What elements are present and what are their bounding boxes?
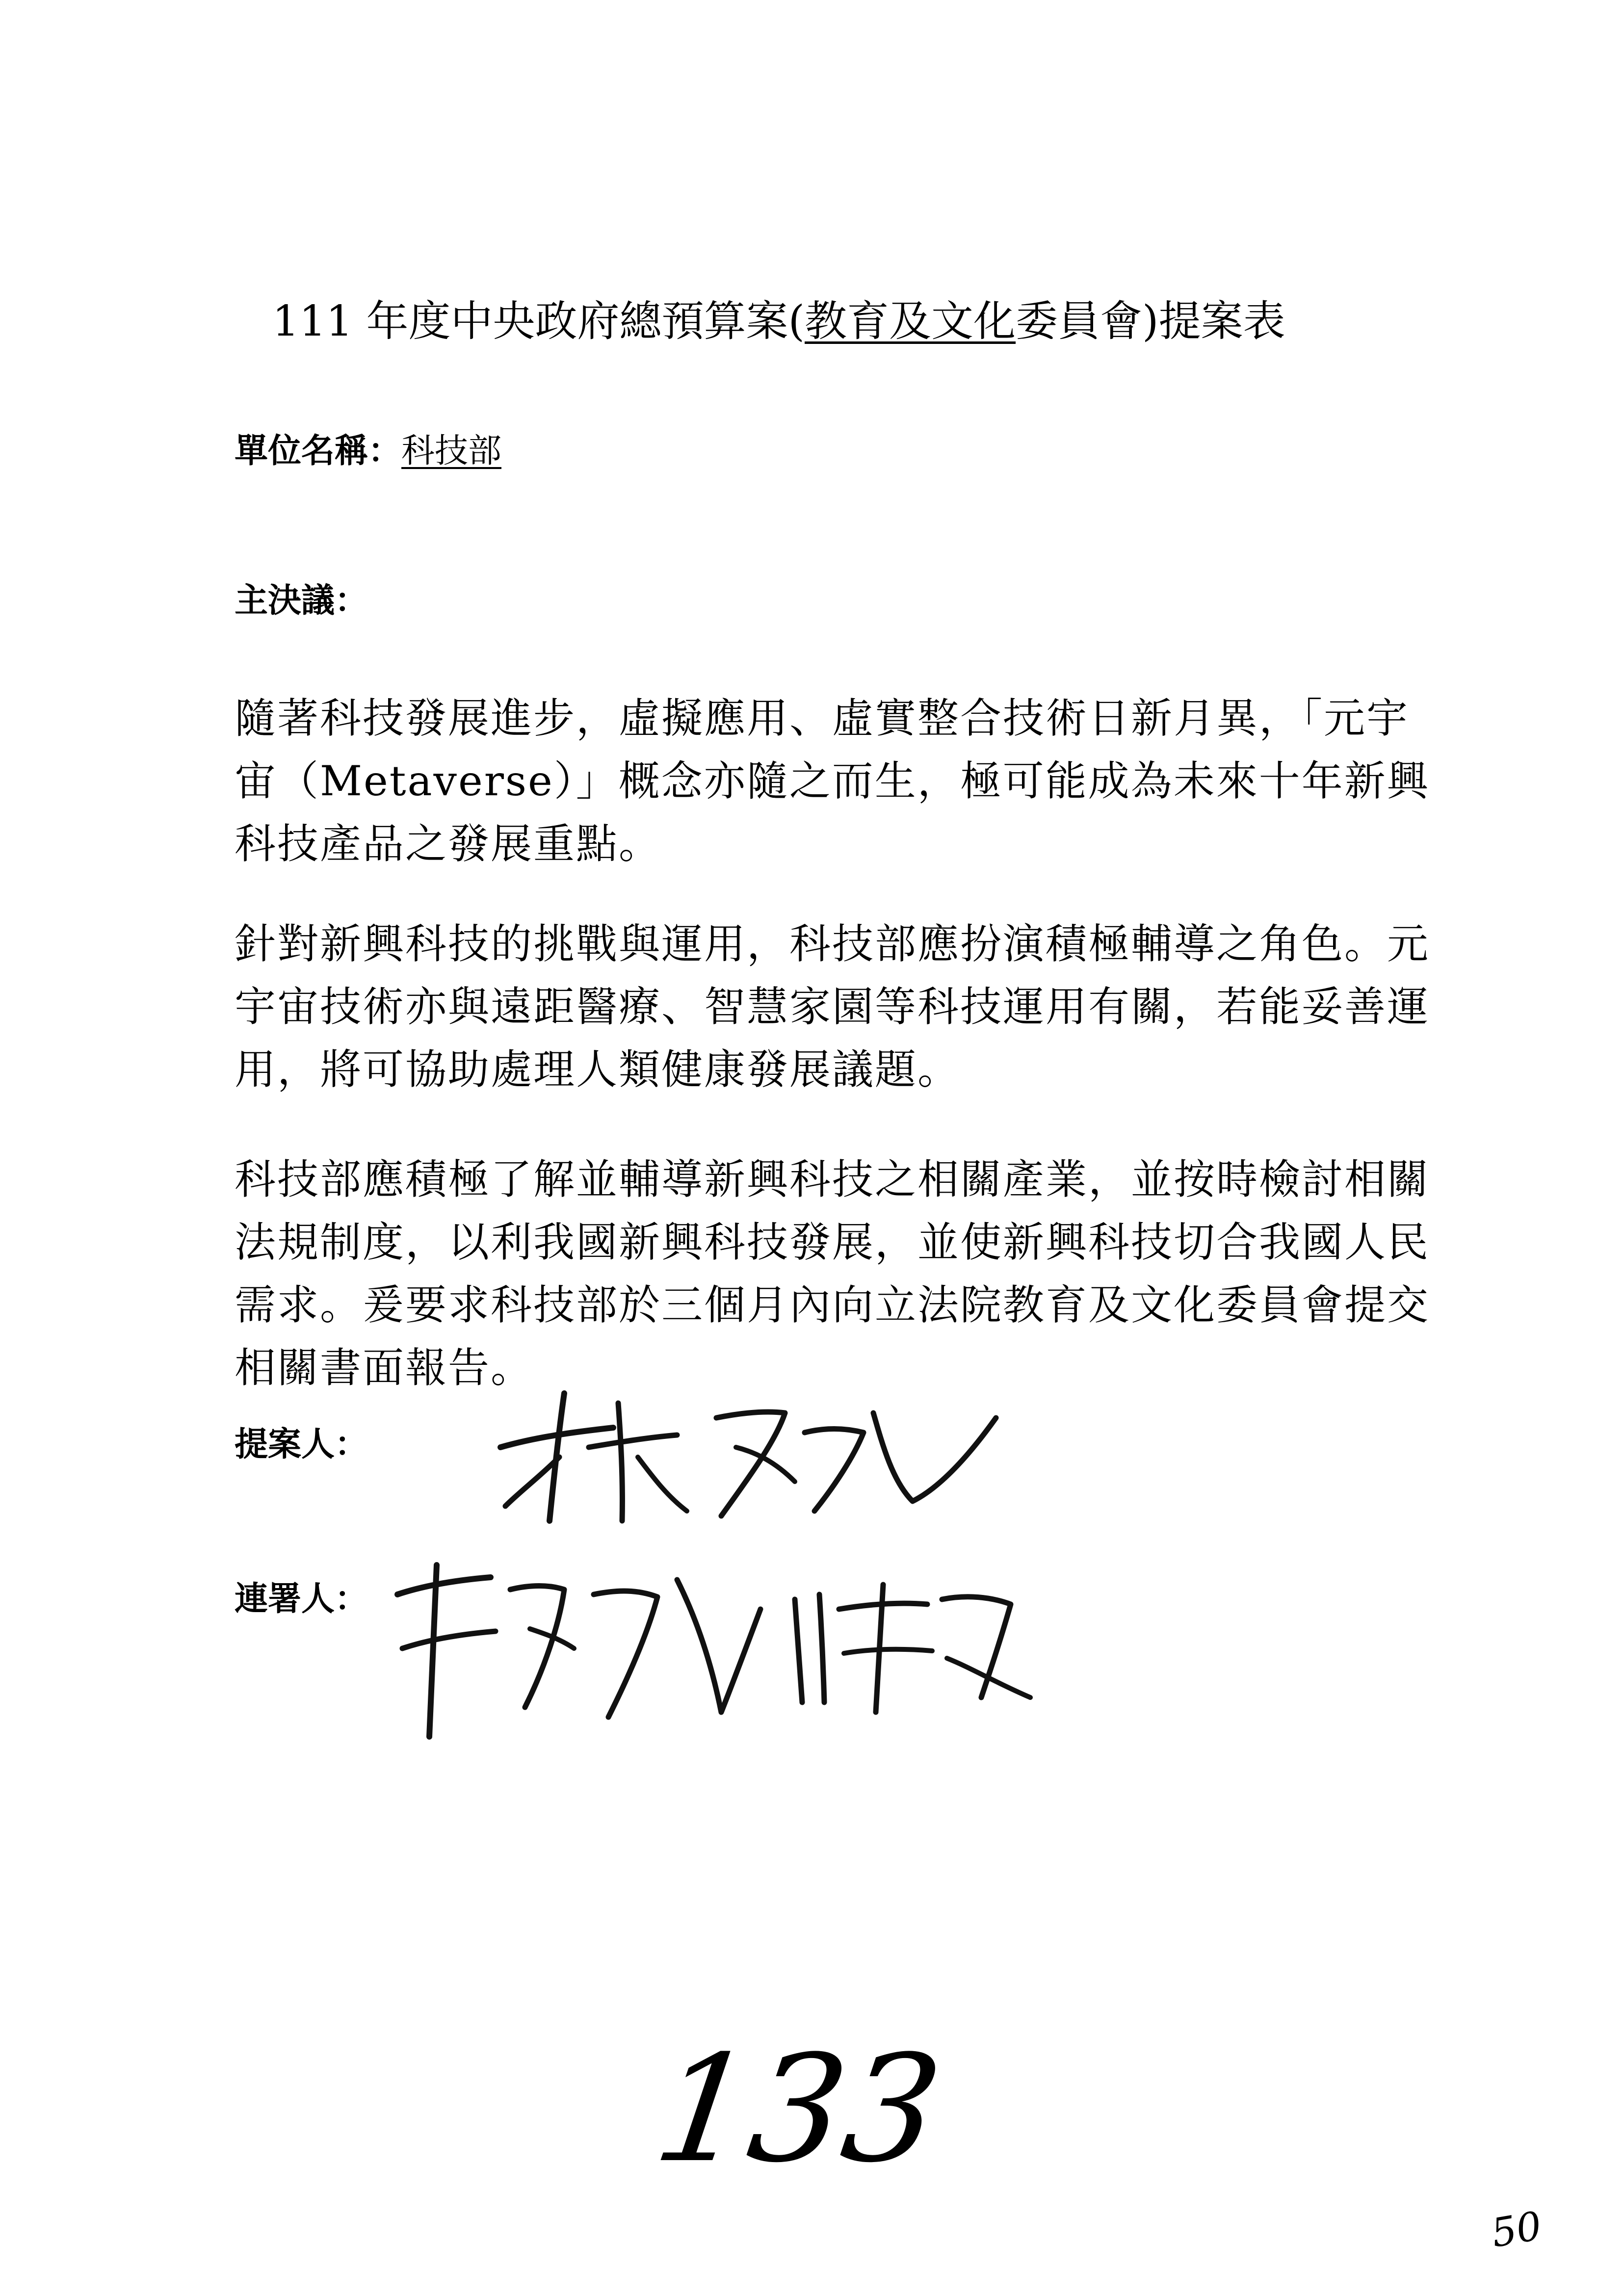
main-resolution-label: 主決議：: [235, 581, 368, 620]
proposer-signature: [491, 1374, 1006, 1531]
document-title: [272, 289, 1285, 353]
cosigner-signature-1: [383, 1550, 775, 1747]
title-committee: 教育及文化: [805, 297, 1016, 346]
paragraph-3: 科技部應積極了解並輔導新興科技之相關產業，並按時檢討相關法規制度，以利我國新興科技發展，並使新興科技切合我國人民需求。爰要求科技部於三個月內向立法院教育及文化委員會提交相關書面報告。: [235, 1155, 1430, 1392]
unit-name-label: 單位名稱：: [235, 432, 402, 470]
proposer-label: 提案人：: [235, 1425, 368, 1464]
paragraph-2: 針對新興科技的挑戰與運用，科技部應扮演積極輔導之角色。元宇宙技術亦與遠距醫療、智慧家園等科技運用有關，若能妥善運用，將可協助處理人類健康發展議題。: [235, 920, 1430, 1094]
unit-name-value: 科技部: [401, 432, 502, 470]
cosigner-signature-2: [785, 1570, 1040, 1717]
cosigner-label: 連署人：: [235, 1580, 368, 1618]
paragraph-1: 隨著科技發展進步，虛擬應用、虛實整合技術日新月異，「元宇宙（Metaverse）」概念亦隨之而生，極可能成為未來十年新興科技產品之發展重點。: [235, 694, 1430, 868]
corner-mark: 50: [1488, 2202, 1545, 2257]
unit-name-row: [235, 429, 501, 473]
title-suffix: 委員會)提案表: [1016, 297, 1285, 346]
title-prefix: 111 年度中央政府總預算案(: [272, 297, 805, 346]
page-number: 133: [645, 2024, 951, 2195]
